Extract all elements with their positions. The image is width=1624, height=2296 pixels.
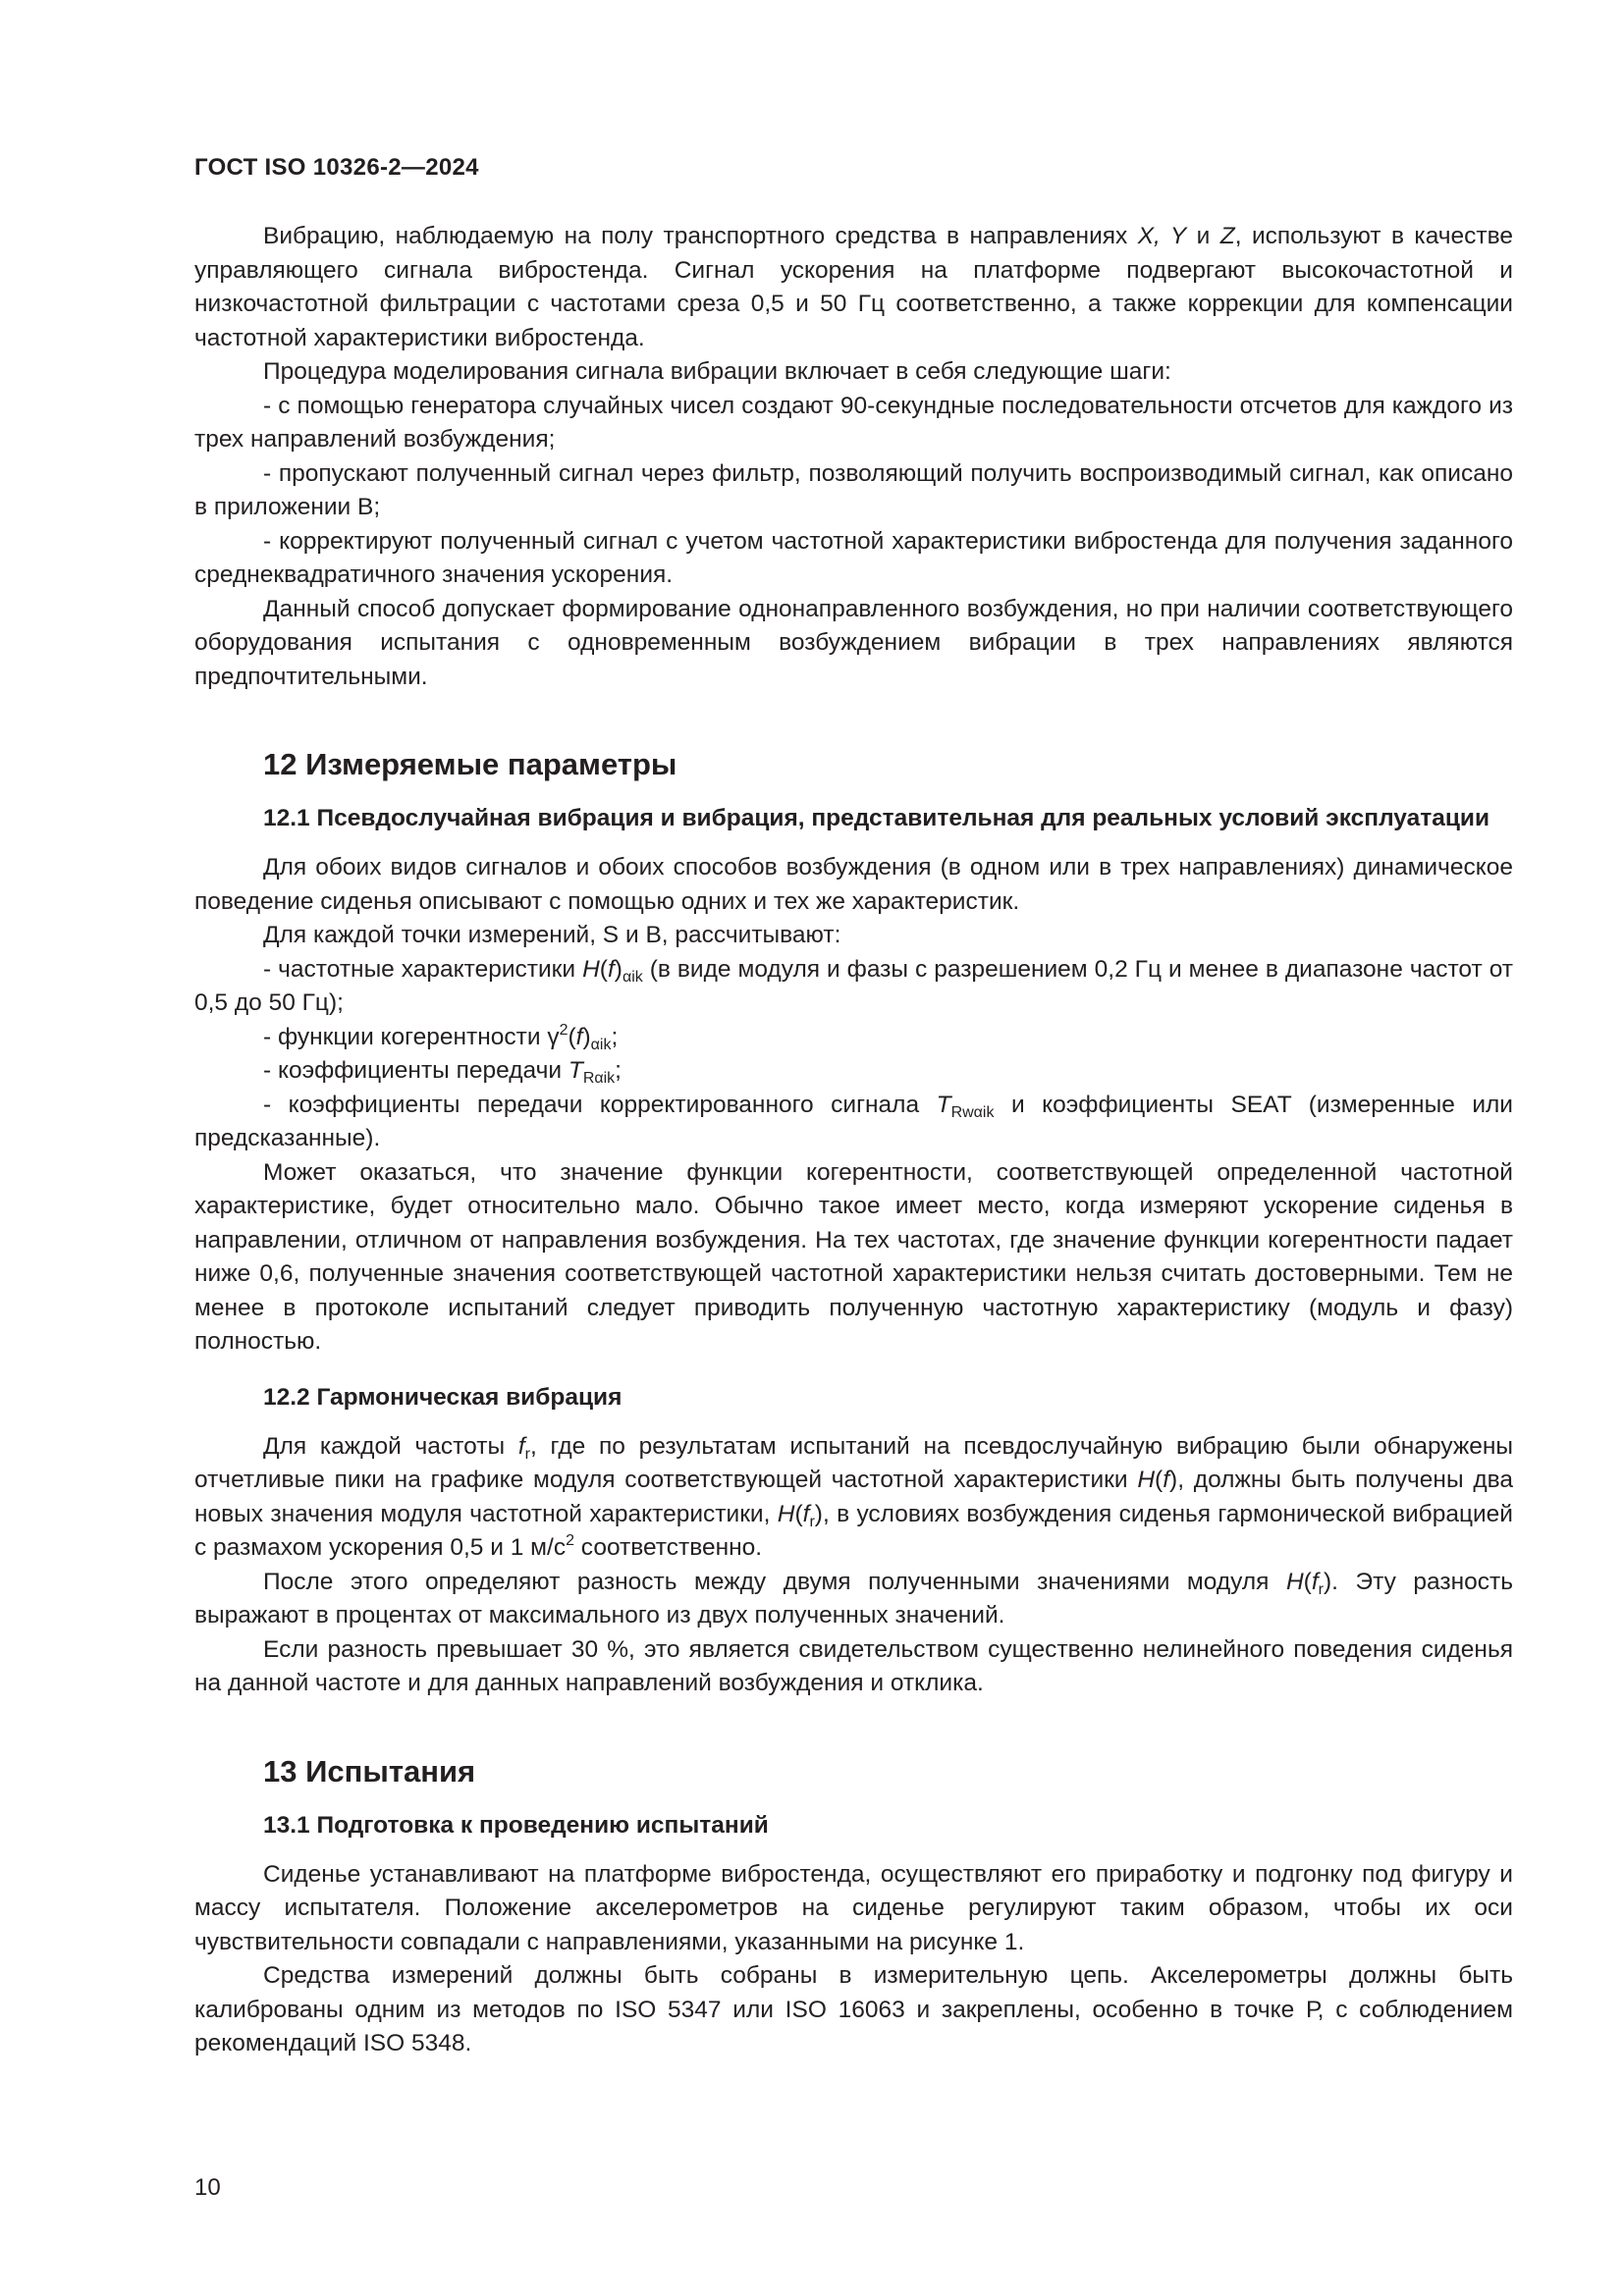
section-heading: 12 Измеряемые параметры — [263, 747, 677, 781]
subsection-heading: 12.2 Гармоническая вибрация — [263, 1383, 623, 1411]
list-item: - функции когерентности $\gamma^2(f)_{\alpha ik}$; — [263, 1021, 619, 1053]
list-item: - с помощью генератора случайных чисел создают 90-секундные последовательности отсчетов для каждого из трех направлений возбуждения; — [194, 392, 1513, 453]
paragraph: Если разность превышает 30 %, это является свидетельством существенно нелинейного поведения сиденья на данной частоте и для данных направлений возбуждения и отклика. — [194, 1635, 1513, 1696]
paragraph: Для каждой точки измерений, S и B, рассчитывают: — [263, 922, 841, 948]
section-heading: 13 Испытания — [263, 1753, 476, 1789]
page-number: 10 — [194, 2174, 221, 2201]
paragraph: После этого определяют разность между двумя полученными значениями модуля $H(f_r)$. Эту разность выражают в процентах от максимального из двух полученных значений. — [194, 1568, 1513, 1629]
paragraph: Сиденье устанавливают на платформе вибростенда, осуществляют его приработку и подгонку под фигуру и массу испытателя. Положение акселерометров на сиденье регулируют таким образом, чтобы их оси чувствительности совпадали с направлениями, указанными на рисунке 1. — [194, 1860, 1513, 1955]
paragraph: Средства измерений должны быть собраны в измерительную цепь. Акселерометры должны быть калиброваны одним из методов по ISO 5347 или ISO 16063 и закреплены, особенно в точке Р, с соблюдением рекомендаций ISO 5348. — [194, 1962, 1513, 2056]
list-item: - коэффициенты передачи корректированного сигнала $T_{Rw\alpha ik}$ и коэффициенты SEAT (измеренные или предсказанные). — [194, 1091, 1513, 1151]
list-item: - пропускают полученный сигнал через фильтр, позволяющий получить воспроизводимый сигнал, как описано в приложении В; — [194, 459, 1513, 520]
list-item: - частотные характеристики $H(f)_{\alpha ik}$ (в виде модуля и фазы с разрешением 0,2 Гц и менее в диапазоне частот от 0,5 до 50 Гц); — [194, 955, 1514, 1016]
paragraph: Может оказаться, что значение функции когерентности, соответствующей определенной частотной характеристике, будет относительно мало. Обычно такое имеет место, когда измеряют ускорение сиденья в направлении, отличном от направления возбуждения. На тех частотах, где значение функции когерентности падает ниже 0,6, полученные значения соответствующей частотной характеристики нельзя считать достоверными. Тем не менее в протоколе испытаний следует приводить полученную частотную характеристику (модуль и фазу) полностью. — [194, 1158, 1513, 1355]
list-item: - корректируют полученный сигнал с учетом частотной характеристики вибростенда для получения заданного среднеквадратичного значения ускорения. — [194, 527, 1513, 588]
paragraph: Данный способ допускает формирование однонаправленного возбуждения, но при наличии соответствующего оборудования испытания с одновременным возбуждением вибрации в трех направлениях являются предпочтительными. — [194, 595, 1513, 690]
paragraph: Вибрацию, наблюдаемую на полу транспортного средства в направлениях X, Y и Z, используют в качестве управляющего сигнала вибростенда. Сигнал ускорения на платформе подвергают высокочастотной и низкочастотной фильтрации с частотами среза 0,5 и 50 Гц соответственно, а также коррекции для компенсации частотной характеристики вибростенда. — [194, 223, 1514, 351]
list-item: - коэффициенты передачи $T_{R\alpha ik}$; — [263, 1057, 622, 1087]
paragraph: Для каждой частоты $f_r$, где по результатам испытаний на псевдослучайную вибрацию были обнаружены отчетливые пики на графике модуля соответствующей частотной характеристики H(f), должны быть получены два новых значения модуля частотной характеристики, $H(f_r)$, в условиях возбуждения сиденья гармонической вибрацией с размахом ускорения 0,5 и 1 $м/с^2$ соответственно. — [194, 1432, 1513, 1561]
subsection-heading: 12.1 Псевдослучайная вибрация и вибрация, представительная для реальных условий эксплуатации — [263, 805, 1490, 831]
subsection-heading: 13.1 Подготовка к проведению испытаний — [263, 1811, 769, 1839]
page-body — [194, 220, 1513, 2061]
paragraph: Процедура моделирования сигнала вибрации включает в себя следующие шаги: — [263, 358, 1171, 385]
paragraph: Для обоих видов сигналов и обоих способов возбуждения (в одном или в трех направлениях) динамическое поведение сиденья описывают с помощью одних и тех же характеристик. — [194, 854, 1513, 915]
document-header: ГОСТ ISO 10326-2—2024 — [194, 154, 479, 181]
